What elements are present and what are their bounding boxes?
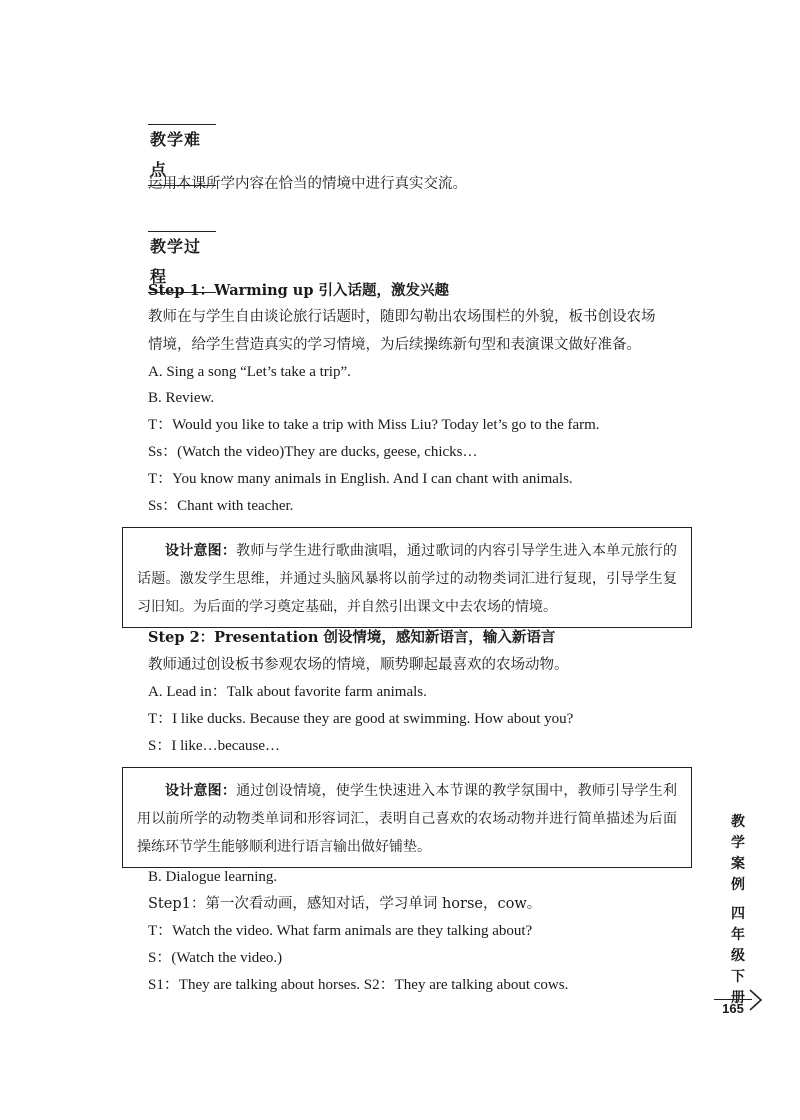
step2-line: S1：They are talking about horses. S2：They are talking about cows. (148, 977, 569, 993)
section-heading-teaching-difficulty: 教学难点 (148, 124, 216, 186)
step2-title: Step 2：Presentation 创设情境，感知新语言，输入新语言 (148, 629, 556, 646)
step1-intro-line: 教师在与学生自由谈论旅行话题时，随即勾勒出农场围栏的外貌，板书创设农场 (148, 309, 656, 325)
step2-line: Step1：第一次看动画，感知对话，学习单词 horse，cow。 (148, 896, 542, 912)
step2-intro: 教师通过创设板书参观农场的情境，顺势聊起最喜欢的农场动物。 (148, 657, 569, 673)
sidebar-char: 年 (731, 927, 745, 943)
step1-line: A. Sing a song “Let’s take a trip”. (148, 364, 351, 380)
sidebar-char: 册 (731, 990, 745, 1006)
page-number: 165 (714, 999, 752, 1018)
sidebar-char: 级 (731, 948, 745, 964)
section-heading-teaching-process: 教学过程 (148, 231, 216, 293)
sidebar-label-grade (728, 904, 748, 1009)
step1-line: T：Would you like to take a trip with Miss Liu? Today let’s go to the farm. (148, 417, 600, 433)
step2-line: T：I like ducks. Because they are good at swimming. How about you? (148, 711, 574, 727)
sidebar-char: 学 (731, 835, 745, 851)
design-intent-text: 通过创设情境，使学生快速进入本节课的教学氛围中，教师引导学生利用以前所学的动物类单词和形容词汇，表明自己喜欢的农场动物并进行简单描述为后面操练环节学生能够顺利进行语言输出做好铺垫。 (137, 783, 678, 855)
sidebar-char: 四 (731, 906, 745, 922)
step2-line: A. Lead in：Talk about favorite farm animals. (148, 684, 427, 700)
design-intent-box-step2 (122, 767, 692, 868)
design-intent-text: 教师与学生进行歌曲演唱，通过歌词的内容引导学生进入本单元旅行的话题。激发学生思维，并通过头脑风暴将以前学过的动物类词汇进行复现，引导学生复习旧知。为后面的学习奠定基础，并自然引出课文中去农场的情境。 (137, 543, 678, 615)
design-intent-label: 设计意图： (165, 783, 237, 799)
step1-title: Step 1：Warming up 引入话题，激发兴趣 (148, 282, 450, 299)
step1-line: Ss：(Watch the video)They are ducks, geese, chicks… (148, 444, 478, 460)
sidebar-label-book (728, 812, 748, 896)
step1-line: T：You know many animals in English. And I can chant with animals. (148, 471, 573, 487)
step1-line: B. Review. (148, 390, 215, 406)
difficulty-text: 运用本课所学内容在恰当的情境中进行真实交流。 (148, 176, 467, 192)
sidebar-char: 例 (731, 877, 745, 893)
step1-line: Ss：Chant with teacher. (148, 498, 294, 514)
step2-line: T：Watch the video. What farm animals are they talking about? (148, 923, 533, 939)
step2-line: S：(Watch the video.) (148, 950, 283, 966)
design-intent-box-step1 (122, 527, 692, 628)
step2-line: S：I like…because… (148, 738, 281, 754)
design-intent-label: 设计意图： (165, 543, 237, 559)
sidebar-char: 教 (731, 814, 745, 830)
sidebar-char: 下 (731, 969, 745, 985)
step2-line: B. Dialogue learning. (148, 869, 278, 885)
sidebar-char: 案 (731, 856, 745, 872)
step1-intro-line: 情境，给学生营造真实的学习情境，为后续操练新句型和表演课文做好准备。 (148, 337, 641, 353)
